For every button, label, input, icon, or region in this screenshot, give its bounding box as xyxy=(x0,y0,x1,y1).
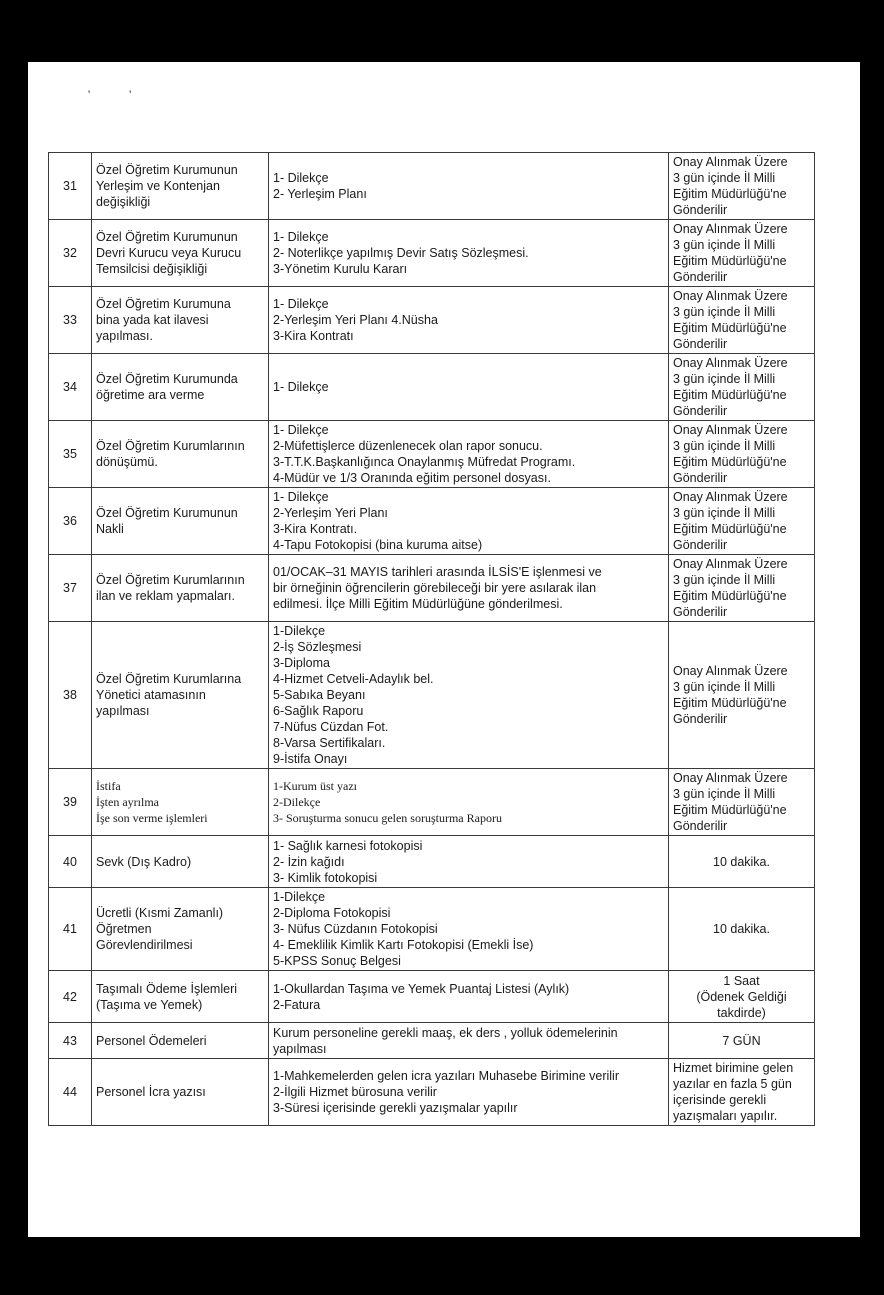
required-documents xyxy=(269,488,669,555)
procedure-name-line: Yerleşim ve Kontenjan xyxy=(96,179,220,193)
completion-time-line: 3 gün içinde İl Milli xyxy=(673,680,776,694)
completion-time-line: takdirde) xyxy=(717,1005,766,1020)
completion-time-line: Eğitim Müdürlüğü'ne xyxy=(673,455,787,469)
required-documents xyxy=(269,354,669,421)
completion-time-line: Eğitim Müdürlüğü'ne xyxy=(673,254,787,268)
row-number: 32 xyxy=(49,220,92,287)
table-row xyxy=(49,354,815,421)
required-documents-line: 1- Dilekçe xyxy=(273,171,329,185)
required-documents-line: yapılması xyxy=(273,1041,327,1056)
table-row xyxy=(49,555,815,622)
required-documents-line: 3-Kira Kontratı xyxy=(273,329,354,343)
procedure-name xyxy=(92,1023,269,1059)
completion-time-line: Gönderilir xyxy=(673,471,728,485)
row-number: 44 xyxy=(49,1059,92,1126)
row-number: 31 xyxy=(49,153,92,220)
completion-time-line: Hizmet birimine gelen xyxy=(673,1061,794,1075)
table-row xyxy=(49,1023,815,1059)
required-documents-line: 2-Dilekçe xyxy=(273,795,321,809)
row-number: 33 xyxy=(49,287,92,354)
row-number: 41 xyxy=(49,888,92,971)
completion-time xyxy=(669,888,815,971)
required-documents-line: 4- Emeklilik Kimlik Kartı Fotokopisi (Emekli İse) xyxy=(273,938,534,952)
required-documents-line: 1-Dilekçe xyxy=(273,624,326,638)
procedure-name-line: Sevk (Dış Kadro) xyxy=(96,854,192,869)
table-row xyxy=(49,622,815,769)
completion-time-line: Gönderilir xyxy=(673,605,728,619)
table-row xyxy=(49,220,815,287)
row-number: 37 xyxy=(49,555,92,622)
procedure-name xyxy=(92,1059,269,1126)
procedure-name xyxy=(92,622,269,769)
procedure-name xyxy=(92,354,269,421)
completion-time xyxy=(669,971,815,1023)
completion-time xyxy=(669,555,815,622)
required-documents-line: 1-Okullardan Taşıma ve Yemek Puantaj Listesi (Aylık) xyxy=(273,981,570,996)
completion-time xyxy=(669,769,815,836)
completion-time-line: Gönderilir xyxy=(673,404,728,418)
procedure-name-line: Özel Öğretim Kurumlarına xyxy=(96,672,242,686)
procedure-name xyxy=(92,555,269,622)
completion-time-line: Onay Alınmak Üzere xyxy=(673,490,788,504)
table-row xyxy=(49,153,815,220)
table-row xyxy=(49,971,815,1023)
required-documents-line: 3- Soruşturma sonucu gelen soruşturma Raporu xyxy=(273,811,502,825)
table-row xyxy=(49,888,815,971)
required-documents-line: 1- Sağlık karnesi fotokopisi xyxy=(273,838,423,853)
procedure-name-line: bina yada kat ilavesi xyxy=(96,313,209,327)
required-documents-line: 2- Yerleşim Planı xyxy=(273,187,367,201)
procedure-name-line: Görevlendirilmesi xyxy=(96,938,193,952)
procedure-name-line: yapılması. xyxy=(96,329,153,343)
completion-time xyxy=(669,354,815,421)
table-row xyxy=(49,421,815,488)
required-documents-line: 1- Dilekçe xyxy=(273,230,329,244)
required-documents-line: 2-Yerleşim Yeri Planı 4.Nüsha xyxy=(273,313,438,327)
procedure-name xyxy=(92,971,269,1023)
required-documents-line: 2-Diploma Fotokopisi xyxy=(273,906,391,920)
completion-time-line: 3 gün içinde İl Milli xyxy=(673,238,776,252)
required-documents xyxy=(269,622,669,769)
procedure-name-line: Taşımalı Ödeme İşlemleri xyxy=(96,981,238,996)
procedure-name-line: Ücretli (Kısmi Zamanlı) xyxy=(96,906,224,920)
procedure-name-line: Özel Öğretim Kurumlarının xyxy=(96,439,245,453)
required-documents xyxy=(269,555,669,622)
completion-time-line: Gönderilir xyxy=(673,337,728,351)
required-documents-line: 2-Müfettişlerce düzenlenecek olan rapor sonucu. xyxy=(273,439,543,453)
completion-time-line: 3 gün içinde İl Milli xyxy=(673,372,776,386)
procedure-name xyxy=(92,836,269,888)
procedure-name-line: Özel Öğretim Kurumunda xyxy=(96,372,238,386)
row-number: 35 xyxy=(49,421,92,488)
required-documents-line: 1- Dilekçe xyxy=(273,423,329,437)
procedure-name-line: Personel İcra yazısı xyxy=(96,1085,206,1099)
procedure-name xyxy=(92,153,269,220)
procedure-name-line: dönüşümü. xyxy=(96,455,158,469)
required-documents-line: 8-Varsa Sertifikaları. xyxy=(273,736,386,750)
required-documents-line: 4-Hizmet Cetveli-Adaylık bel. xyxy=(273,672,434,686)
procedure-name-line: Özel Öğretim Kurumunun xyxy=(96,506,238,520)
required-documents-line: 01/OCAK–31 MAYIS tarihleri arasında İLSİS'E işlenmesi ve xyxy=(273,565,602,579)
required-documents-line: 3- Nüfus Cüzdanın Fotokopisi xyxy=(273,922,438,936)
required-documents xyxy=(269,1059,669,1126)
completion-time-line: Onay Alınmak Üzere xyxy=(673,356,788,370)
required-documents-line: 2- Noterlikçe yapılmış Devir Satış Sözleşmesi. xyxy=(273,246,529,260)
procedure-name-line: Devri Kurucu veya Kurucu xyxy=(96,246,242,260)
completion-time-line: Onay Alınmak Üzere xyxy=(673,423,788,437)
procedure-name xyxy=(92,488,269,555)
required-documents xyxy=(269,153,669,220)
procedures-table xyxy=(48,152,815,1126)
procedure-name-line: Nakli xyxy=(96,522,124,536)
required-documents-line: 4-Tapu Fotokopisi (bina kuruma aitse) xyxy=(273,538,483,552)
document-page xyxy=(28,62,860,1237)
completion-time-line: Gönderilir xyxy=(673,538,728,552)
completion-time xyxy=(669,836,815,888)
required-documents-line: 7-Nüfus Cüzdan Fot. xyxy=(273,720,389,734)
completion-time-line: yazılar en fazla 5 gün xyxy=(673,1077,792,1091)
required-documents xyxy=(269,220,669,287)
completion-time-line: 10 dakika. xyxy=(713,922,770,936)
required-documents-line: 4-Müdür ve 1/3 Oranında eğitim personel dosyası. xyxy=(273,471,551,485)
table-row xyxy=(49,836,815,888)
procedure-name-line: yapılması xyxy=(96,704,150,718)
completion-time-line: Gönderilir xyxy=(673,712,728,726)
table-row xyxy=(49,287,815,354)
completion-time-line: Eğitim Müdürlüğü'ne xyxy=(673,803,787,817)
row-number: 42 xyxy=(49,971,92,1023)
completion-time xyxy=(669,220,815,287)
procedure-name-line: Özel Öğretim Kurumunun xyxy=(96,230,238,244)
required-documents xyxy=(269,971,669,1023)
required-documents xyxy=(269,1023,669,1059)
procedure-name-line: Özel Öğretim Kurumlarının xyxy=(96,573,245,587)
procedure-name-line: Personel Ödemeleri xyxy=(96,1033,207,1048)
completion-time-line: yazışmaları yapılır. xyxy=(673,1109,778,1123)
completion-time xyxy=(669,622,815,769)
completion-time xyxy=(669,421,815,488)
required-documents-line: 5-Sabıka Beyanı xyxy=(273,688,366,702)
required-documents-line: 9-İstifa Onayı xyxy=(273,752,348,766)
required-documents-line: Kurum personeline gerekli maaş, ek ders , yolluk ödemelerinin xyxy=(273,1025,618,1040)
completion-time-line: 3 gün içinde İl Milli xyxy=(673,439,776,453)
row-number: 40 xyxy=(49,836,92,888)
completion-time-line: Eğitim Müdürlüğü'ne xyxy=(673,589,787,603)
required-documents-line: 6-Sağlık Raporu xyxy=(273,704,364,718)
required-documents-line: 2- İzin kağıdı xyxy=(273,854,345,869)
required-documents xyxy=(269,769,669,836)
procedure-name-line: Temsilcisi değişikliği xyxy=(96,262,208,276)
completion-time-line: Gönderilir xyxy=(673,203,728,217)
completion-time-line: Eğitim Müdürlüğü'ne xyxy=(673,187,787,201)
completion-time-line: Eğitim Müdürlüğü'ne xyxy=(673,696,787,710)
procedure-name-line: ilan ve reklam yapmaları. xyxy=(96,589,235,603)
procedure-name-line: (Taşıma ve Yemek) xyxy=(96,997,203,1012)
required-documents-line: 3-Diploma xyxy=(273,656,330,670)
required-documents xyxy=(269,421,669,488)
completion-time-line: Onay Alınmak Üzere xyxy=(673,771,788,785)
completion-time xyxy=(669,1023,815,1059)
completion-time-line: Gönderilir xyxy=(673,819,728,833)
completion-time-line: 7 GÜN xyxy=(722,1033,761,1048)
completion-time-line: Onay Alınmak Üzere xyxy=(673,155,788,169)
required-documents-line: 1-Mahkemelerden gelen icra yazıları Muhasebe Birimine verilir xyxy=(273,1069,619,1083)
completion-time-line: içerisinde gerekli xyxy=(673,1093,767,1107)
completion-time-line: Gönderilir xyxy=(673,270,728,284)
required-documents-line: edilmesi. İlçe Milli Eğitim Müdürlüğüne gönderilmesi. xyxy=(273,597,563,611)
procedure-name-line: İşe son verme işlemleri xyxy=(96,811,208,825)
required-documents-line: 2-İş Sözleşmesi xyxy=(273,640,362,654)
completion-time-line: Eğitim Müdürlüğü'ne xyxy=(673,522,787,536)
completion-time-line: Eğitim Müdürlüğü'ne xyxy=(673,321,787,335)
procedure-name-line: Özel Öğretim Kurumuna xyxy=(96,297,231,311)
procedure-name xyxy=(92,421,269,488)
required-documents-line: 1- Dilekçe xyxy=(273,297,329,311)
required-documents-line: 3-Kira Kontratı. xyxy=(273,522,358,536)
procedure-name-line: Yönetici atamasının xyxy=(96,688,206,702)
completion-time-line: Onay Alınmak Üzere xyxy=(673,222,788,236)
required-documents-line: bir örneğinin öğrencilerin görebileceği bir yere asılarak ilan xyxy=(273,581,597,595)
completion-time-line: Eğitim Müdürlüğü'ne xyxy=(673,388,787,402)
completion-time-line: 3 gün içinde İl Milli xyxy=(673,305,776,319)
row-number: 38 xyxy=(49,622,92,769)
procedure-name xyxy=(92,769,269,836)
procedure-name-line: Özel Öğretim Kurumunun xyxy=(96,163,238,177)
row-number: 39 xyxy=(49,769,92,836)
required-documents-line: 5-KPSS Sonuç Belgesi xyxy=(273,954,401,968)
completion-time-line: (Ödenek Geldiği xyxy=(696,989,787,1004)
required-documents-line: 3- Kimlik fotokopisi xyxy=(273,870,378,885)
table-row xyxy=(49,769,815,836)
table-row xyxy=(49,1059,815,1126)
required-documents-line: 1-Kurum üst yazı xyxy=(273,779,357,793)
completion-time-line: Onay Alınmak Üzere xyxy=(673,557,788,571)
row-number: 34 xyxy=(49,354,92,421)
required-documents xyxy=(269,836,669,888)
completion-time-line: 1 Saat xyxy=(723,973,760,988)
header-marks: ' ' xyxy=(88,87,150,101)
completion-time xyxy=(669,488,815,555)
required-documents-line: 3-Yönetim Kurulu Kararı xyxy=(273,262,408,276)
completion-time-line: 3 gün içinde İl Milli xyxy=(673,787,776,801)
procedure-name-line: öğretime ara verme xyxy=(96,388,205,402)
completion-time-line: Onay Alınmak Üzere xyxy=(673,664,788,678)
completion-time-line: 3 gün içinde İl Milli xyxy=(673,506,776,520)
completion-time xyxy=(669,287,815,354)
procedures-table-body xyxy=(49,153,815,1126)
completion-time-line: 10 dakika. xyxy=(713,854,770,869)
required-documents-line: 2-Yerleşim Yeri Planı xyxy=(273,506,388,520)
procedure-name xyxy=(92,888,269,971)
required-documents-line: 2-İlgili Hizmet bürosuna verilir xyxy=(273,1085,437,1099)
completion-time-line: Onay Alınmak Üzere xyxy=(673,289,788,303)
required-documents-line: 3-Süresi içerisinde gerekli yazışmalar yapılır xyxy=(273,1101,518,1115)
required-documents-line: 3-T.T.K.Başkanlığınca Onaylanmış Müfredat Programı. xyxy=(273,455,576,469)
required-documents xyxy=(269,287,669,354)
completion-time xyxy=(669,153,815,220)
procedure-name-line: İstifa xyxy=(96,779,121,793)
procedure-name-line: Öğretmen xyxy=(96,922,152,936)
row-number: 36 xyxy=(49,488,92,555)
row-number: 43 xyxy=(49,1023,92,1059)
completion-time-line: 3 gün içinde İl Milli xyxy=(673,171,776,185)
completion-time-line: 3 gün içinde İl Milli xyxy=(673,573,776,587)
completion-time xyxy=(669,1059,815,1126)
required-documents-line: 1- Dilekçe xyxy=(273,380,329,394)
table-row xyxy=(49,488,815,555)
required-documents-line: 2-Fatura xyxy=(273,997,321,1012)
required-documents-line: 1- Dilekçe xyxy=(273,490,329,504)
procedure-name-line: İşten ayrılma xyxy=(96,795,159,809)
procedure-name-line: değişikliği xyxy=(96,195,151,209)
required-documents xyxy=(269,888,669,971)
required-documents-line: 1-Dilekçe xyxy=(273,890,326,904)
procedure-name xyxy=(92,287,269,354)
procedure-name xyxy=(92,220,269,287)
